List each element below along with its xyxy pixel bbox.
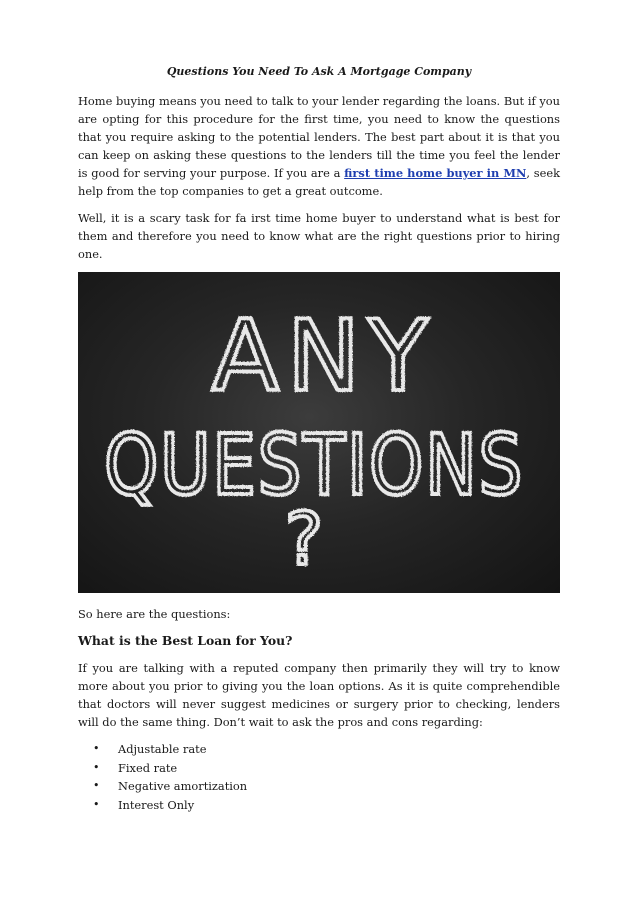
document-title: Questions You Need To Ask A Mortgage Company	[166, 65, 472, 78]
list-item-label: Fixed rate	[118, 760, 178, 775]
bullet-icon: •	[93, 742, 100, 755]
list-item	[78, 740, 560, 759]
chalkboard-svg	[78, 272, 560, 593]
bullet-icon: •	[93, 760, 100, 774]
loan-options-list	[78, 740, 560, 814]
list-item	[78, 759, 560, 778]
list-item-label: Negative amortization	[118, 779, 248, 793]
second-paragraph: Well, it is a scary task for fa irst time home buyer to understand what is best for them and therefore you need to know what are the right questions prior to hiring one.	[78, 211, 560, 261]
any-questions-chalkboard-image	[78, 272, 560, 593]
best-loan-paragraph: If you are talking with a reputed company then primarily they will try to know more about you prior to giving you the loan options. As it is quite comprehendible that doctors will never suggest medicines or surgery prior to checking, lenders will do the same thing. Don’t wait to ask the pros and cons regarding:	[78, 661, 560, 729]
list-item	[78, 796, 560, 815]
document-page	[78, 64, 560, 814]
intro-text-after-link: , seek help from the top companies to get a great outcome.	[78, 166, 560, 198]
first-time-home-buyer-link[interactable]: first time home buyer in MN	[344, 166, 527, 180]
list-item-label: Adjustable rate	[118, 742, 207, 756]
bullet-icon: •	[93, 797, 100, 811]
chalk-text-any: ANY	[211, 300, 437, 414]
list-item-label: Interest Only	[118, 797, 195, 812]
list-item	[78, 777, 560, 796]
chalk-text-question-mark: ?	[284, 497, 324, 581]
chalk-text-questions: QUESTIONS	[104, 416, 524, 514]
bullet-icon: •	[93, 779, 100, 792]
questions-intro-paragraph: So here are the questions:	[78, 607, 231, 621]
best-loan-heading: What is the Best Loan for You?	[78, 633, 293, 648]
intro-text-before-link: Home buying means you need to talk to your lender regarding the loans. But if you are opting for this procedure for the first time, you need to know the questions that you require asking to the potential lenders. The best part about it is that you can keep on asking these questions to the lenders till the time you feel the lender is good for serving your purpose. If you are a	[78, 94, 560, 180]
intro-paragraph	[78, 92, 560, 200]
